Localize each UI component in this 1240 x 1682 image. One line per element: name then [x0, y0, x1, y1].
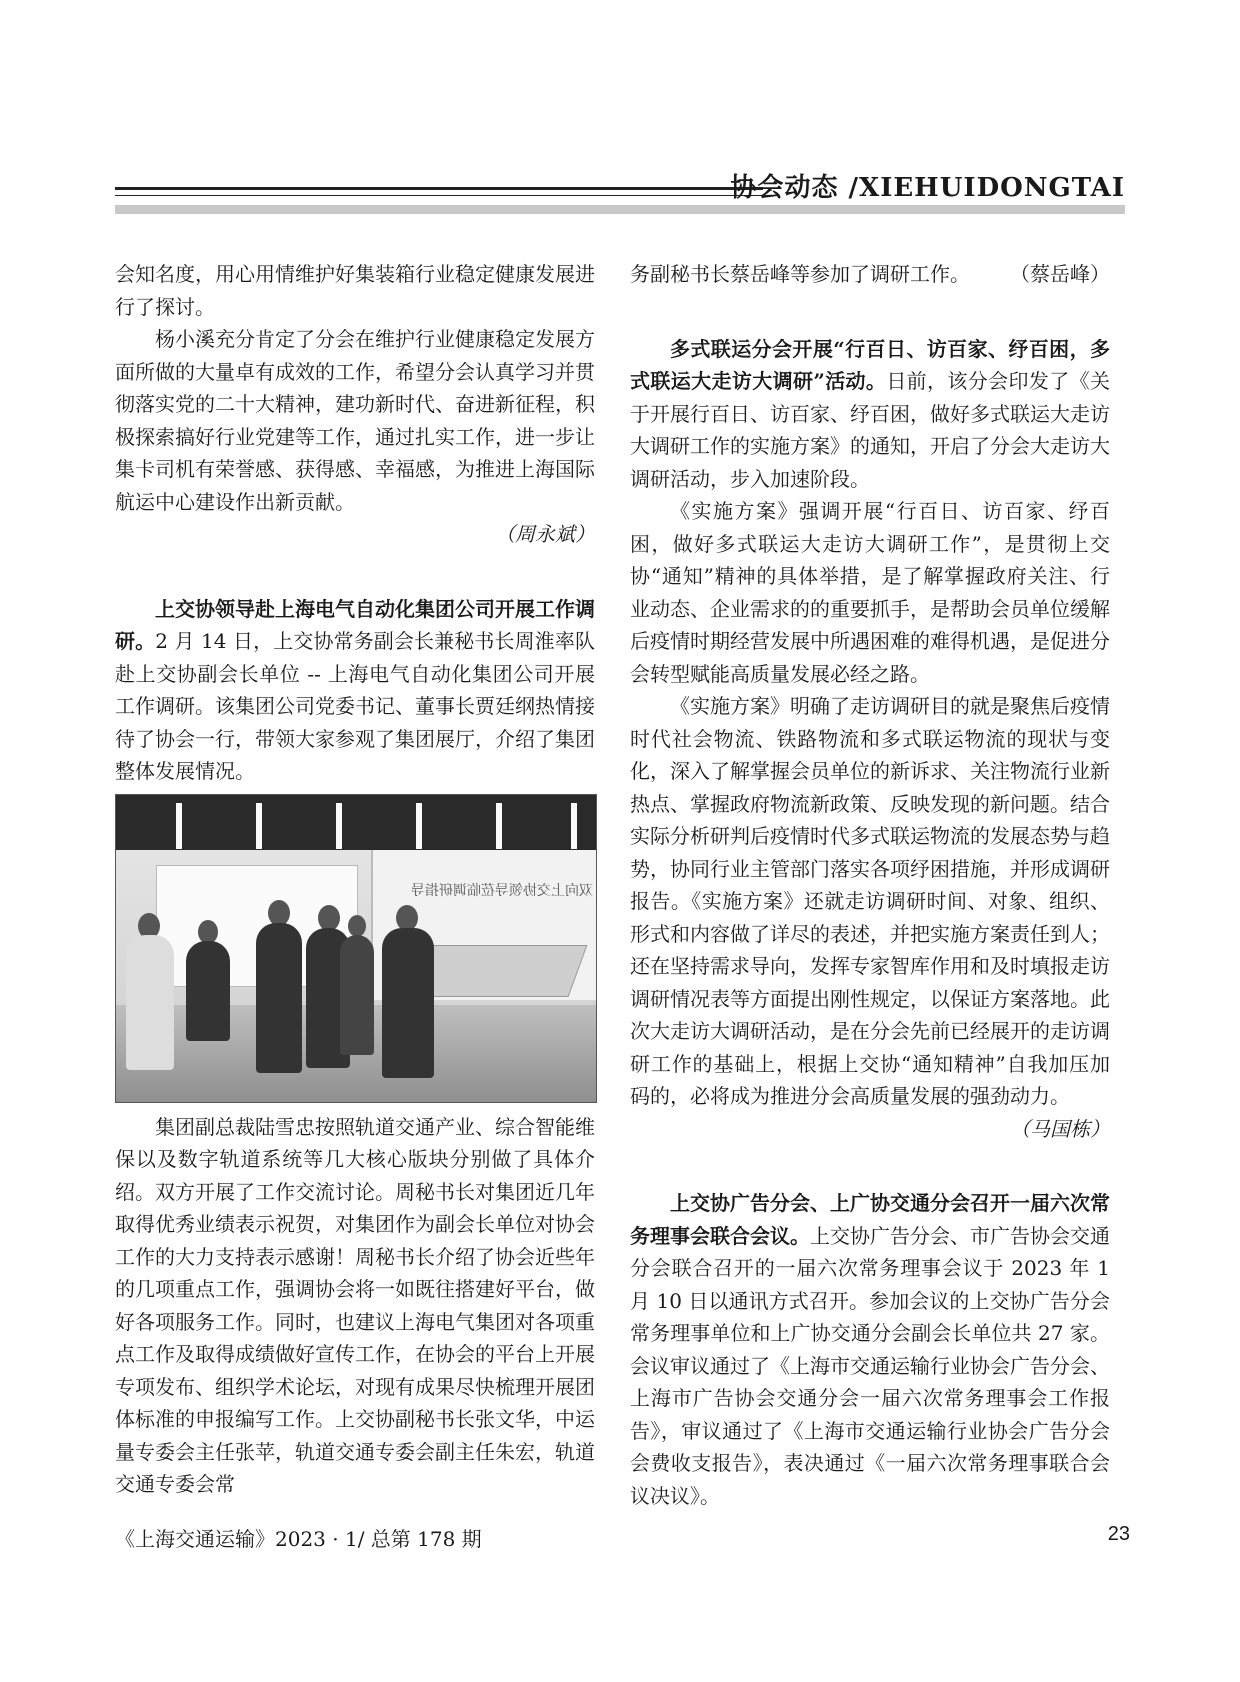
news-photo [115, 794, 597, 1103]
photo-ceiling [116, 795, 596, 850]
section-header [115, 165, 1125, 225]
right-column [630, 258, 1110, 1512]
photo-person [382, 928, 434, 1078]
photo-person [256, 923, 302, 1073]
photo-person [186, 941, 230, 1041]
header-rule [115, 187, 763, 190]
paragraph: 会知名度，用心用情维护好集装箱行业稳定健康发展进行了探讨。 [115, 262, 595, 319]
paragraph [630, 258, 1110, 291]
paragraph: 集团副总裁陆雪忠按照轨道交通产业、综合智能维保以及数字轨道系统等几大核心版块分别做了具体介绍。双方开展了工作交流讨论。周秘书长对集团近几年取得优秀业绩表示祝贺，对集团作为副会长单位对协会工作的大力支持表示感谢！周秘书长介绍了协会近些年的几项重点工作，强调协会将一如既往搭建好平台，做好各项服务工作。同时，也建议上海电气集团对各项重点工作及取得成绩做好宣传工作，在协会的平台上开展专项发布、组织学术论坛，对现有成果尽快梳理开展团体标准的申报编写工作。上交协副秘书长张文华，中运量专委会主任张苹，轨道交通专委会副主任朱宏，轨道交通专委会常 [115, 1114, 595, 1496]
news-headline: 多式联运分会开展“行百日、访百家、纾百困，多式联运大走访大调研”活动。 [630, 336, 1110, 393]
news-item [630, 333, 1110, 496]
photo-person [340, 935, 374, 1055]
paragraph: 《实施方案》明确了走访调研目的就是聚焦后疫情时代社会物流、铁路物流和多式联运物流的现状与变化，深入了解掌握会员单位的新诉求、关注物流行业新热点、掌握政府物流新政策、反映发现的新问题。结合实际分析研判后疫情时代多式联运物流的发展态势与趋势，协同行业主管部门落实各项纾困措施，并形成调研报告。《实施方案》还就走访调研时间、对象、组织、形式和内容做了详尽的表述，并把实施方案责任到人；还在坚持需求导向，发挥专家智库作用和及时填报走访调研情况表等方面提出刚性规定，以保证方案落地。此次大走访大调研活动，是在分会先前已经展开的走访调研工作的基础上，根据上交协“通知精神”自我加压加码的，必将成为推进分会高质量发展的强劲动力。 [630, 694, 1110, 1108]
photo-person [126, 935, 174, 1070]
page-number: 23 [1107, 1523, 1130, 1545]
photo-wall-sign: 双向上交协领导莅临调研指导 [411, 882, 593, 899]
author-signature: （蔡岳峰） [1010, 262, 1110, 286]
news-body: 上交协广告分会、市广告协会交通分会联合召开的一届六次常务理事会议于 2023 年 1 月 10 日以通讯方式召开。参加会议的上交协广告分会常务理事单位和上广协交通分会副会长单位共 27 家。会议审议通过了《上海市交通运输行业协会广告分会、上海市广告协会交通分会一届六次常务理事会工作报告》，审议通过了《上海市交通运输行业协会广告分会会费收支报告》，表决通过《一届六次常务理事联合会议决议》。 [630, 1223, 1110, 1508]
header-bar [115, 205, 1125, 214]
section-title: 协会动态 /XIEHUIDONGTAI [730, 173, 1125, 203]
author-signature: （马国栋） [1010, 1116, 1110, 1141]
paragraph: 《实施方案》强调开展“行百日、访百家、纾百困，做好多式联运大走访大调研工作”，是贯彻上交协“通知”精神的具体举措，是了解掌握政府关注、行业动态、企业需求的的重要抓手，是帮助会员单位缓解后疫情时期经营发展中所遇困难的难得机遇，是促进分会转型赋能高质量发展必经之路。 [630, 499, 1110, 686]
journal-info: 《上海交通运输》2023 · 1/ 总第 178 期 [115, 1527, 482, 1551]
news-body: 日前，该分会印发了《关于开展行百日、访百家、纾百困，做好多式联运大走访大调研工作的实施方案》的通知，开启了分会大走访大调研活动，步入加速阶段。 [630, 369, 1111, 491]
author-signature: （周永斌） [495, 522, 595, 546]
header-rule-thin [115, 195, 763, 196]
left-column [115, 258, 595, 1501]
paragraph: 杨小溪充分肯定了分会在维护行业健康稳定发展方面所做的大量卓有成效的工作，希望分会认真学习并贯彻落实党的二十大精神，建功新时代、奋进新征程，积极探索搞好行业党建等工作，通过扎实工作，进一步让集卡司机有荣誉感、获得感、幸福感，为推进上海国际航运中心建设作出新贡献。 [115, 327, 595, 514]
news-headline: 上交协广告分会、上广协交通分会召开一届六次常务理事会联合会议。 [630, 1191, 1110, 1248]
news-item [630, 1187, 1110, 1512]
news-headline: 上交协领导赴上海电气自动化集团公司开展工作调研。 [115, 596, 595, 653]
news-body: 2 月 14 日，上交协常务副会长兼秘书长周淮率队赴上交协副会长单位 -- 上海电气自动化集团公司开展工作调研。该集团公司党委书记、董事长贾廷纲热情接待了协会一行，带领大家参观了集团展厅，介绍了集团整体发展情况。 [115, 629, 596, 783]
news-item [115, 593, 595, 788]
paragraph-text: 务副秘书长蔡岳峰等参加了调研工作。 [630, 262, 970, 286]
